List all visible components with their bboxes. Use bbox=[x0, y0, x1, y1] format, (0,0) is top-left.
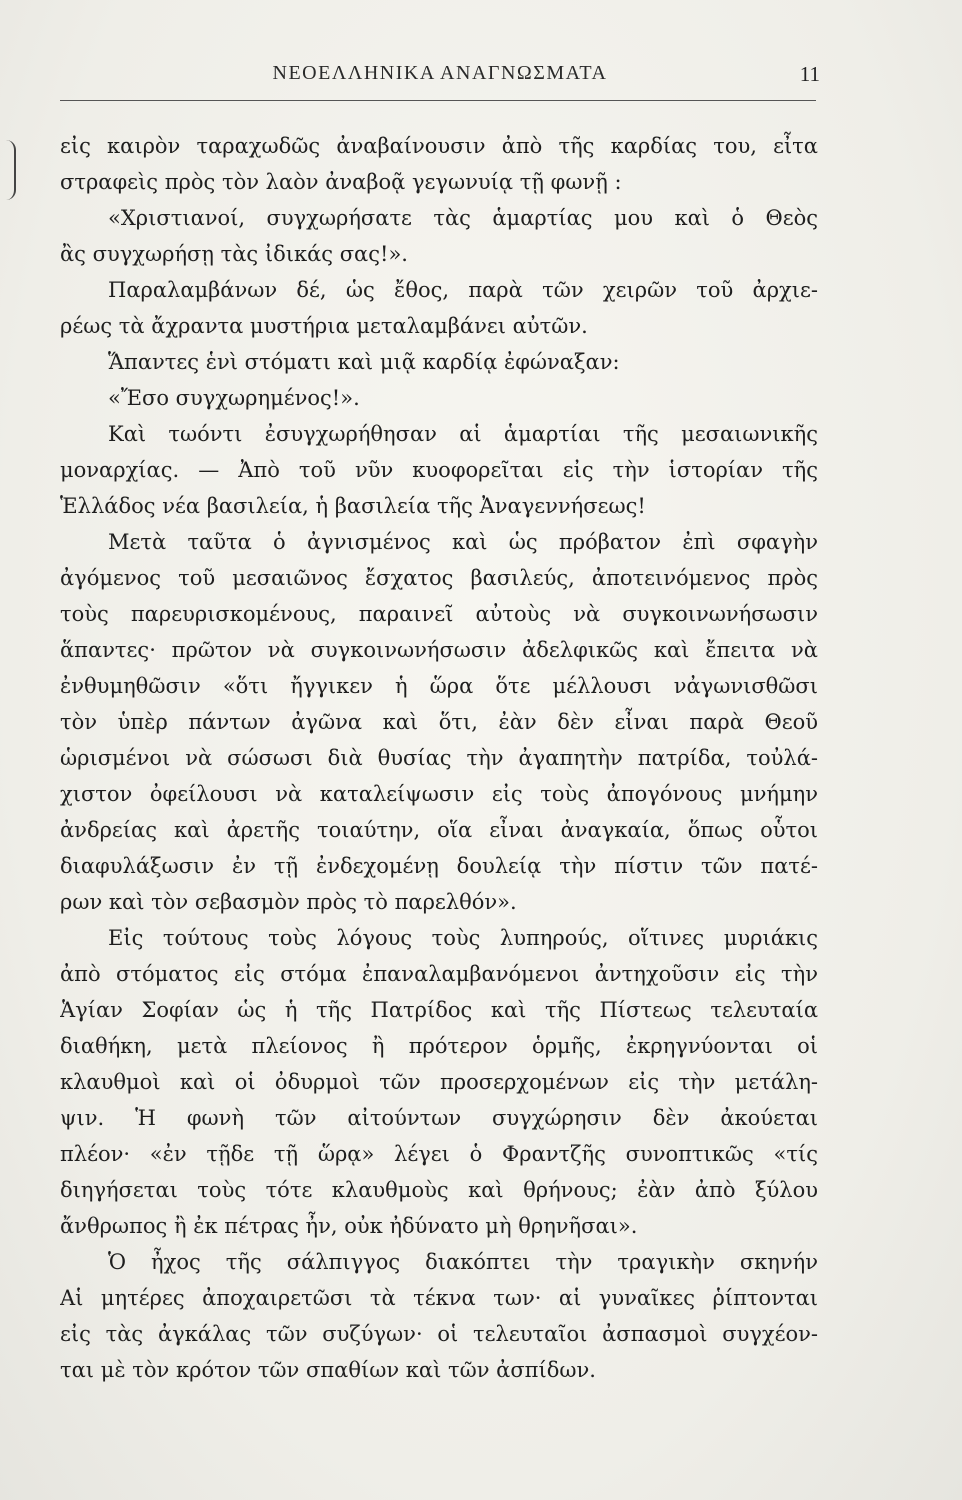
text-line: χιστον ὀφείλουσι νὰ καταλείψωσιν εἰς τοὺς ἀπογόνους μνήμην bbox=[60, 782, 818, 806]
text-line: Μετὰ ταῦτα ὁ ἀγνισμένος καὶ ὡς πρόβατον ἐπὶ σφαγὴν bbox=[108, 530, 818, 554]
text-line: Ἅπαντες ἑνὶ στόματι καὶ μιᾷ καρδίᾳ ἐφώναξαν: bbox=[108, 350, 620, 374]
header-rule bbox=[60, 100, 816, 101]
text-line: Ἑλλάδος νέα βασιλεία, ἡ βασιλεία τῆς Ἀναγεννήσεως! bbox=[60, 494, 646, 518]
text-line: ται μὲ τὸν κρότον τῶν σπαθίων καὶ τῶν ἀσπίδων. bbox=[60, 1358, 596, 1382]
text-line: εἰς τὰς ἀγκάλας τῶν συζύγων· οἱ τελευταῖοι ἀσπασμοὶ συγχέον- bbox=[60, 1322, 818, 1346]
text-line: ρέως τὰ ἄχραντα μυστήρια μεταλαμβάνει αὐτῶν. bbox=[60, 314, 588, 338]
text-line: ἂς συγχωρήσῃ τὰς ἰδικάς σας!». bbox=[60, 242, 408, 266]
text-line: διαφυλάξωσιν ἐν τῇ ἐνδεχομένῃ δουλείᾳ τὴν πίστιν τῶν πατέ- bbox=[60, 854, 818, 878]
text-line: διηγήσεται τοὺς τότε κλαυθμοὺς καὶ θρήνους; ἐὰν ἀπὸ ξύλου bbox=[60, 1178, 818, 1202]
text-line: ἄνθρωπος ἢ ἐκ πέτρας ἦν, οὐκ ἠδύνατο μὴ θρηνῆσαι». bbox=[60, 1214, 638, 1238]
text-line: ἐνθυμηθῶσιν «ὅτι ἤγγικεν ἡ ὥρα ὅτε μέλλουσι νἀγωνισθῶσι bbox=[60, 674, 818, 698]
page-number: 11 bbox=[799, 62, 820, 86]
text-line: τὸν ὑπὲρ πάντων ἀγῶνα καὶ ὅτι, ἐὰν δὲν εἶναι παρὰ Θεοῦ bbox=[60, 710, 818, 734]
text-line: μοναρχίας. — Ἀπὸ τοῦ νῦν κυοφορεῖται εἰς τὴν ἱστορίαν τῆς bbox=[60, 458, 818, 482]
text-line: διαθήκη, μετὰ πλείονος ἢ πρότερον ὁρμῆς, ἐκρηγνύονται οἱ bbox=[60, 1034, 818, 1058]
body-text bbox=[60, 128, 818, 1388]
text-line: ὡρισμένοι νὰ σώσωσι διὰ θυσίας τὴν ἀγαπητὴν πατρίδα, τοὐλά- bbox=[60, 746, 818, 770]
binding-mark bbox=[0, 140, 16, 200]
text-line: «Ἔσο συγχωρημένος!». bbox=[108, 386, 360, 410]
text-line: Καὶ τωόντι ἐσυγχωρήθησαν αἱ ἁμαρτίαι τῆς μεσαιωνικῆς bbox=[108, 422, 818, 446]
text-line: εἰς καιρὸν ταραχωδῶς ἀναβαίνουσιν ἀπὸ τῆς καρδίας του, εἶτα bbox=[60, 134, 818, 158]
text-line: ρων καὶ τὸν σεβασμὸν πρὸς τὸ παρελθόν». bbox=[60, 890, 517, 914]
text-line: στραφεὶς πρὸς τὸν λαὸν ἀναβοᾷ γεγωνυίᾳ τῇ φωνῇ : bbox=[60, 170, 622, 194]
text-line: ἀγόμενος τοῦ μεσαιῶνος ἔσχατος βασιλεύς, ἀποτεινόμενος πρὸς bbox=[60, 566, 818, 590]
text-line: ἀπὸ στόματος εἰς στόμα ἐπαναλαμβανόμενοι ἀντηχοῦσιν εἰς τὴν bbox=[60, 962, 818, 986]
text-line: ἀνδρείας καὶ ἀρετῆς τοιαύτην, οἵα εἶναι ἀναγκαία, ὅπως οὗτοι bbox=[60, 818, 818, 842]
text-line: ψιν. Ἡ φωνὴ τῶν αἰτούντων συγχώρησιν δὲν ἀκούεται bbox=[60, 1106, 818, 1130]
text-line: Ὁ ἦχος τῆς σάλπιγγος διακόπτει τὴν τραγικὴν σκηνήν bbox=[108, 1250, 818, 1274]
running-header bbox=[60, 62, 820, 90]
text-line: κλαυθμοὶ καὶ οἱ ὀδυρμοὶ τῶν προσερχομένων εἰς τὴν μετάλη- bbox=[60, 1070, 818, 1094]
text-line: Παραλαμβάνων δέ, ὡς ἔθος, παρὰ τῶν χειρῶν τοῦ ἀρχιε- bbox=[108, 278, 818, 302]
text-line: πλέον· «ἐν τῇδε τῇ ὥρᾳ» λέγει ὁ Φραντζῆς συνοπτικῶς «τίς bbox=[60, 1142, 818, 1166]
text-line: Αἱ μητέρες ἀποχαιρετῶσι τὰ τέκνα των· αἱ γυναῖκες ῥίπτονται bbox=[60, 1286, 818, 1310]
text-line: Εἰς τούτους τοὺς λόγους τοὺς λυπηρούς, οἵτινες μυριάκις bbox=[108, 926, 818, 950]
text-line: τοὺς παρευρισκομένους, παραινεῖ αὐτοὺς νὰ συγκοινωνήσωσιν bbox=[60, 602, 818, 626]
text-line: ἅπαντες· πρῶτον νὰ συγκοινωνήσωσιν ἀδελφικῶς καὶ ἔπειτα νὰ bbox=[60, 638, 818, 662]
running-title: ΝΕΟΕΛΛΗΝΙΚΑ ΑΝΑΓΝΩΣΜΑΤΑ bbox=[272, 62, 608, 84]
text-line: «Χριστιανοί, συγχωρήσατε τὰς ἁμαρτίας μου καὶ ὁ Θεὸς bbox=[108, 206, 818, 230]
text-line: Ἁγίαν Σοφίαν ὡς ἡ τῆς Πατρίδος καὶ τῆς Πίστεως τελευταία bbox=[60, 998, 818, 1022]
